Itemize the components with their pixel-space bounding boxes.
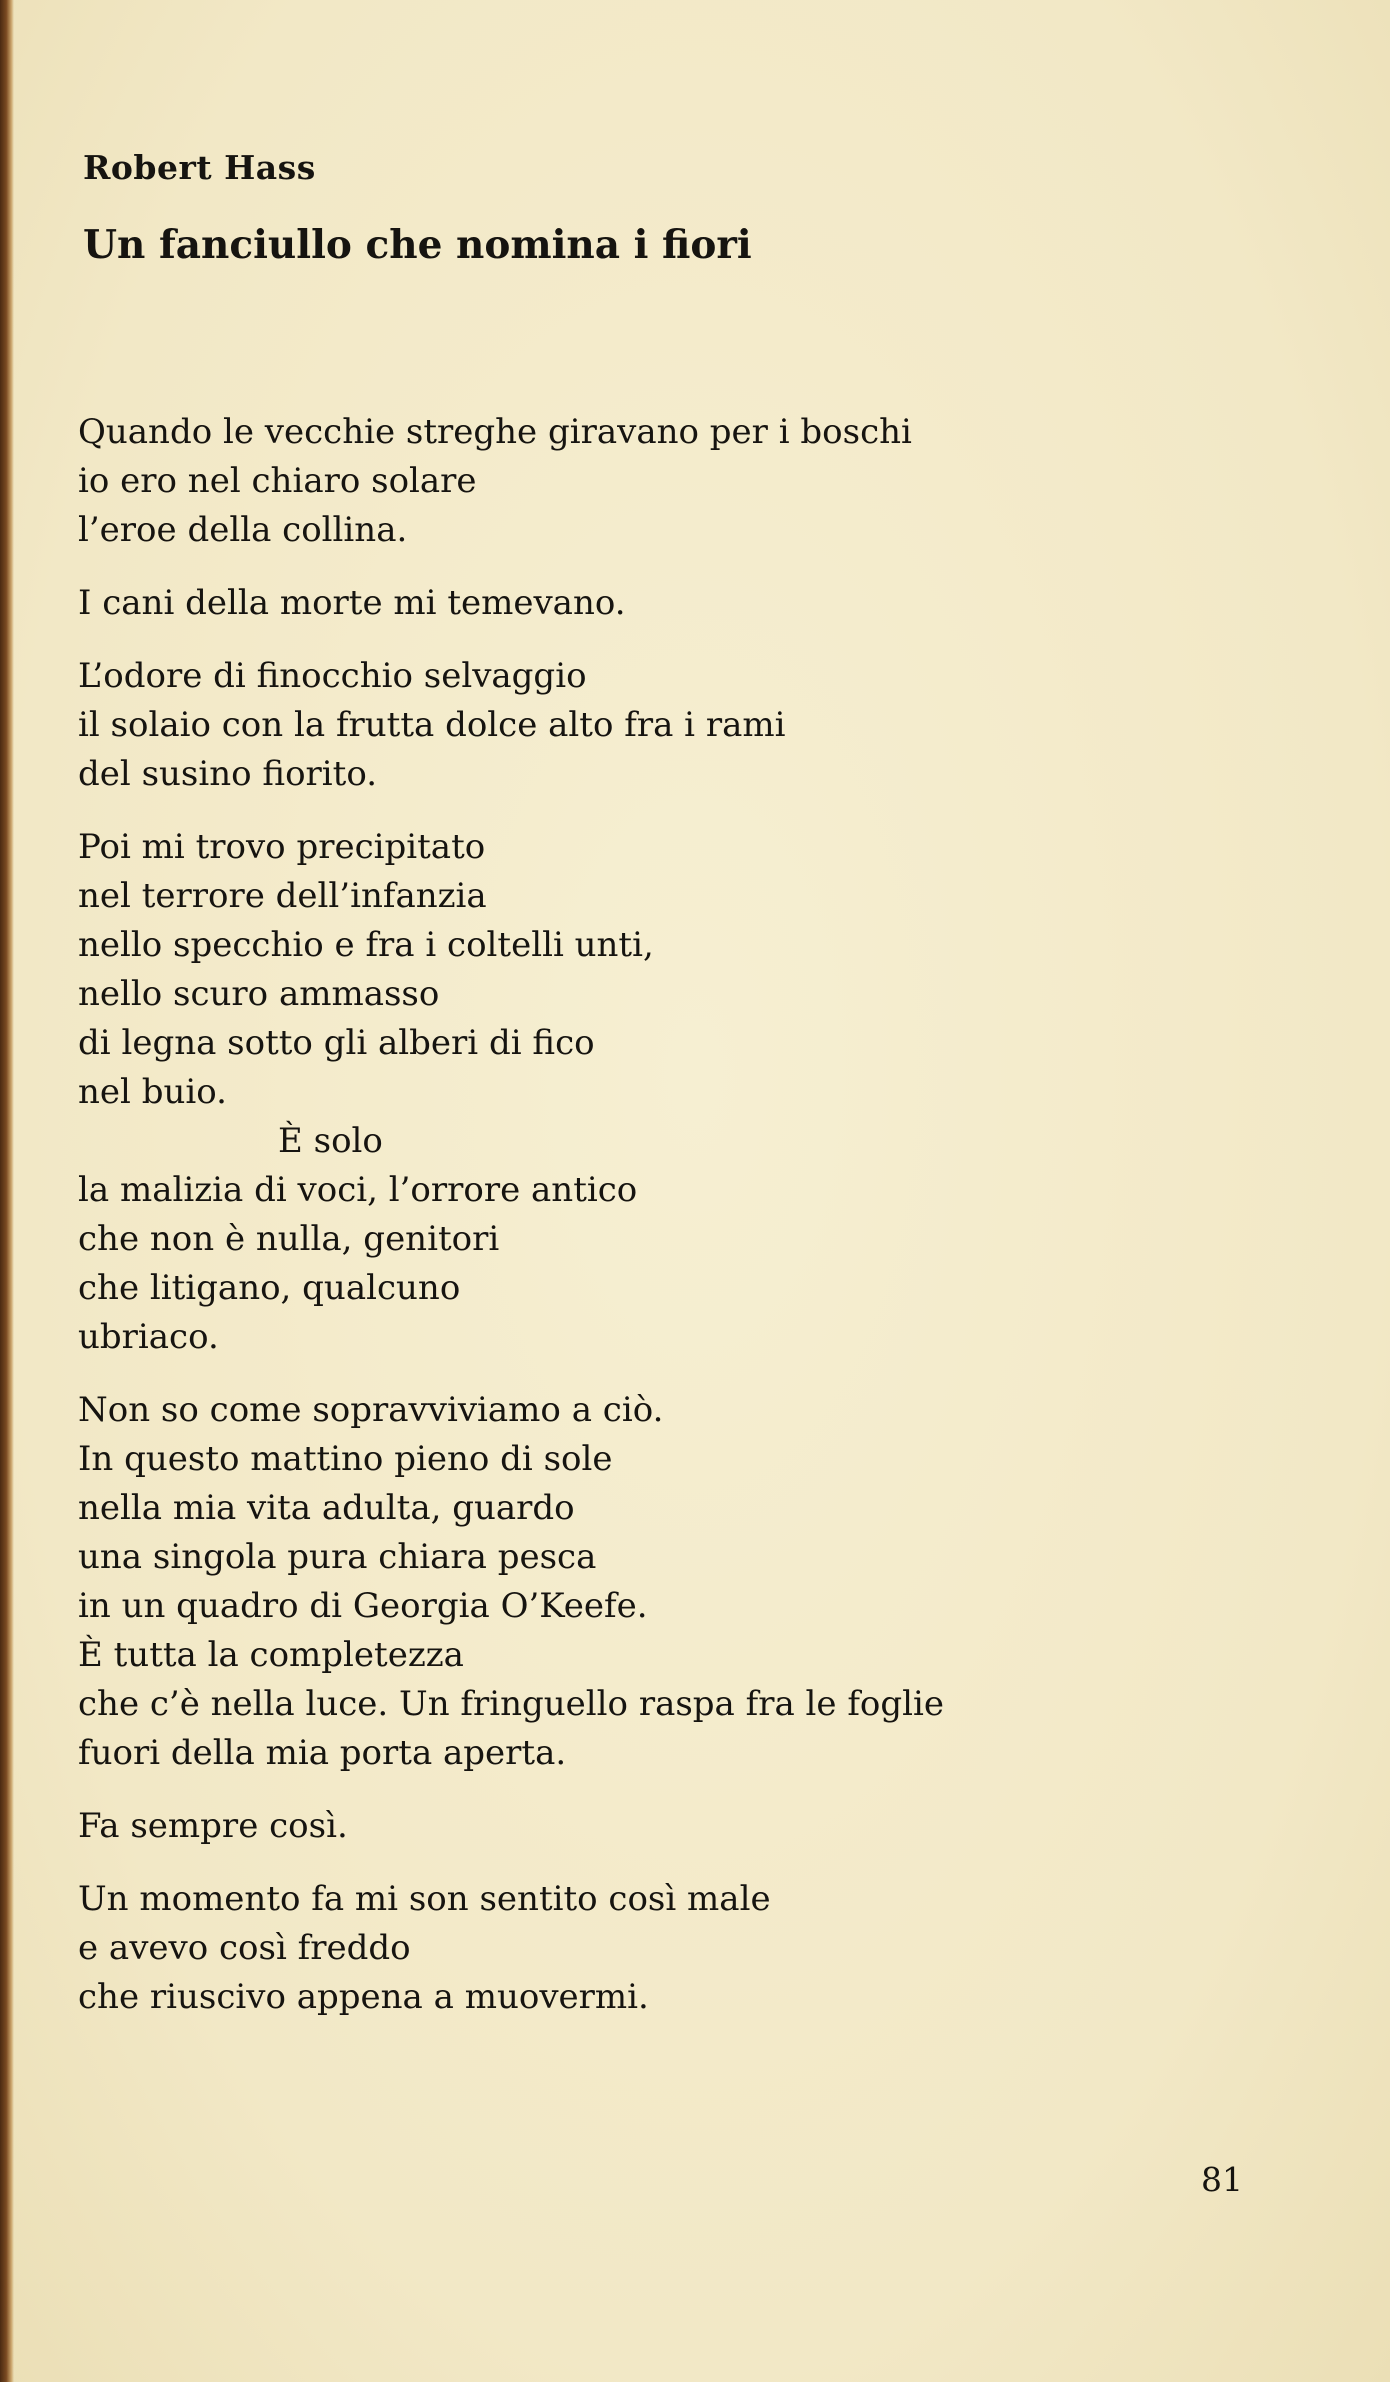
stanza: [78, 1802, 1178, 1851]
poem-line: l’eroe della collina.: [78, 510, 408, 550]
poem-line: Fa sempre così.: [78, 1806, 348, 1846]
stanza: [78, 652, 1178, 799]
stanza: [78, 1875, 1178, 2022]
poem-line: la malizia di voci, l’orrore antico: [78, 1170, 638, 1210]
page-number: 81: [1201, 2160, 1243, 2199]
poem-line: Poi mi trovo precipitato: [78, 827, 486, 867]
poem-line: In questo mattino pieno di sole: [78, 1439, 613, 1479]
poem-line: Un momento fa mi son sentito così male: [78, 1879, 771, 1919]
stanza: [78, 823, 1178, 1362]
author-name: Robert Hass: [83, 148, 316, 187]
poem-title: Un fanciullo che nomina i fiori: [83, 222, 752, 268]
poem-line: Non so come sopravviviamo a ciò.: [78, 1390, 664, 1430]
poem-line: in un quadro di Georgia O’Keefe.: [78, 1586, 648, 1626]
poem-line-indented: È solo: [278, 1121, 383, 1161]
poem-line: una singola pura chiara pesca: [78, 1537, 597, 1577]
stanza: [78, 408, 1178, 555]
poem-line: nella mia vita adulta, guardo: [78, 1488, 575, 1528]
poem-line: È tutta la completezza: [78, 1635, 464, 1675]
poem-line: di legna sotto gli alberi di fico: [78, 1023, 595, 1063]
poem-line: del susino fiorito.: [78, 754, 378, 794]
poem-line: ubriaco.: [78, 1317, 219, 1357]
poem-line: che non è nulla, genitori: [78, 1219, 500, 1259]
stanza: [78, 1386, 1178, 1778]
poem-line: che riuscivo appena a muovermi.: [78, 1977, 649, 2017]
book-binding-edge: [0, 0, 14, 2382]
poem-line: nel buio.: [78, 1072, 227, 1112]
poem-line: e avevo così freddo: [78, 1928, 411, 1968]
poem-line: io ero nel chiaro solare: [78, 461, 477, 501]
poem-line: nel terrore dell’infanzia: [78, 876, 487, 916]
poem-line: nello specchio e fra i coltelli unti,: [78, 925, 654, 965]
poem-line: che c’è nella luce. Un fringuello raspa fra le foglie: [78, 1684, 945, 1724]
poem-line: fuori della mia porta aperta.: [78, 1733, 567, 1773]
stanza: [78, 579, 1178, 628]
poem-line: che litigano, qualcuno: [78, 1268, 461, 1308]
poem-line: nello scuro ammasso: [78, 974, 440, 1014]
poem-line: il solaio con la frutta dolce alto fra i rami: [78, 705, 786, 745]
poem-line: I cani della morte mi temevano.: [78, 583, 626, 623]
poem-line: L’odore di finocchio selvaggio: [78, 656, 587, 696]
poem-body: [78, 408, 1178, 2022]
poem-line: Quando le vecchie streghe giravano per i boschi: [78, 412, 912, 452]
